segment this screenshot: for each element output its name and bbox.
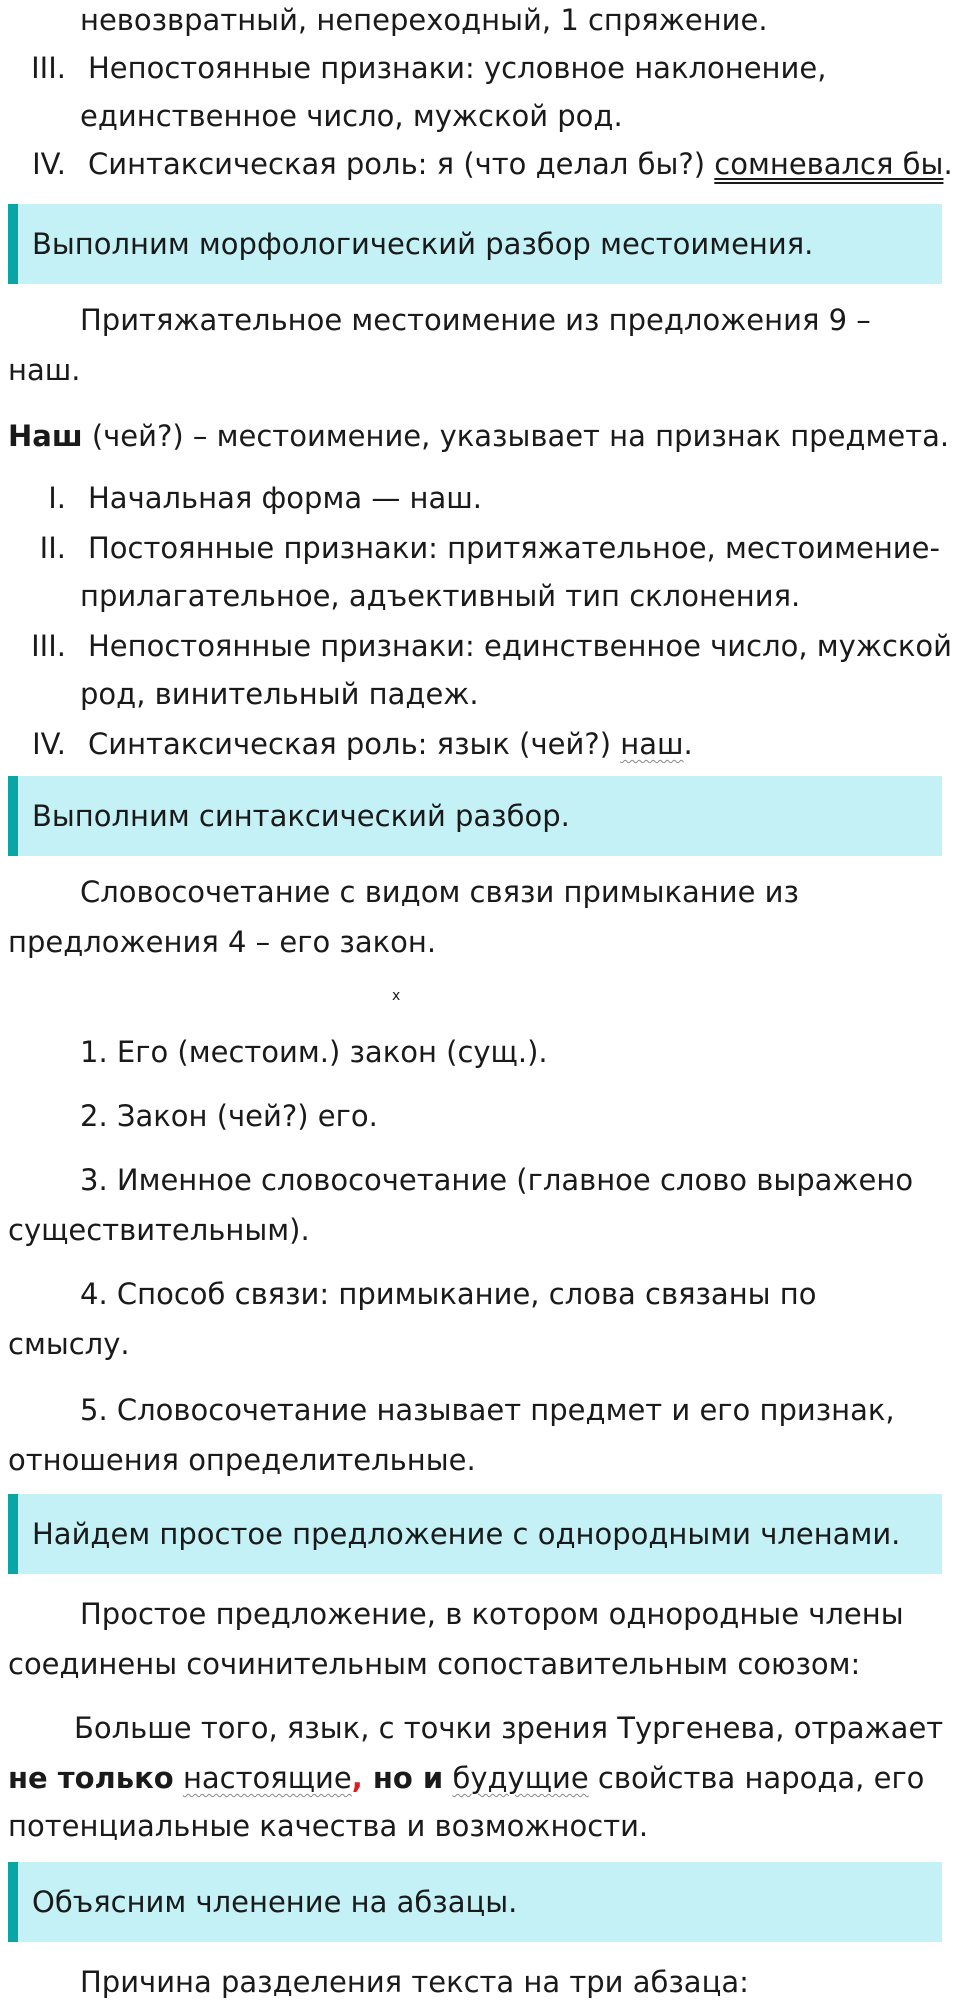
attribute-underline: наш (620, 727, 684, 761)
paragraph-line: 1. Его (местоим.) закон (сущ.). (80, 1035, 548, 1069)
list-text: Синтаксическая роль: язык (чей?) наш. (88, 727, 693, 761)
list-text: Непостоянные признаки: условное наклонение, (88, 51, 827, 85)
section-header: Найдем простое предложение с однородными членами. (8, 1494, 942, 1574)
list-number: IV. (32, 727, 66, 761)
homogeneous-member: будущие (452, 1761, 589, 1795)
list-number: II. (39, 531, 66, 565)
paragraph-line: смыслу. (8, 1327, 130, 1361)
list-text: Синтаксическая роль: я (что делал бы?) сомневался бы. (88, 147, 953, 181)
section-header: Выполним синтаксический разбор. (8, 776, 942, 856)
red-comma: , (351, 1761, 363, 1795)
list-number: III. (31, 629, 66, 663)
section-header: Объясним членение на абзацы. (8, 1862, 942, 1942)
list-text: Начальная форма — наш. (88, 481, 483, 515)
example-line: не только настоящие, но и будущие свойства народа, его (8, 1761, 925, 1795)
list-text: Постоянные признаки: притяжательное, местоимение- (88, 531, 940, 565)
paragraph-line: 5. Словосочетание называет предмет и его признак, (80, 1393, 895, 1427)
stray-mark: x (392, 988, 401, 1004)
list-number: III. (31, 51, 66, 85)
predicate-underline: сомневался бы (714, 147, 944, 181)
list-text-cont: род, винительный падеж. (80, 677, 479, 711)
paragraph-line: соединены сочинительным сопоставительным союзом: (8, 1647, 861, 1681)
example-line: потенциальные качества и возможности. (8, 1809, 649, 1843)
paragraph-line: существительным). (8, 1213, 310, 1247)
definition-line: Наш (чей?) – местоимение, указывает на признак предмета. (8, 419, 950, 453)
paragraph-line: Причина разделения текста на три абзаца: (80, 1965, 749, 1999)
paragraph-line: Притяжательное местоимение из предложения 9 – (80, 303, 871, 337)
list-text-cont: единственное число, мужской род. (80, 99, 623, 133)
paragraph-line: Словосочетание с видом связи примыкание из (80, 875, 799, 909)
list-text-cont: прилагательное, адъективный тип склонения. (80, 579, 801, 613)
section-header: Выполним морфологический разбор местоимения. (8, 204, 942, 284)
paragraph-line: предложения 4 – его закон. (8, 925, 437, 959)
paragraph-line: 2. Закон (чей?) его. (80, 1099, 378, 1133)
example-line: Больше того, язык, с точки зрения Тургенева, отражает (74, 1711, 944, 1745)
text-line: невозвратный, непереходный, 1 спряжение. (80, 3, 768, 37)
list-number: IV. (32, 147, 66, 181)
paragraph-line: наш. (8, 353, 81, 387)
list-text: Непостоянные признаки: единственное число, мужской (88, 629, 953, 663)
paragraph-line: 3. Именное словосочетание (главное слово выражено (80, 1163, 914, 1197)
homogeneous-member: настоящие (182, 1761, 352, 1795)
paragraph-line: Простое предложение, в котором однородные члены (80, 1597, 904, 1631)
paragraph-line: 4. Способ связи: примыкание, слова связаны по (80, 1277, 817, 1311)
list-number: I. (48, 481, 66, 515)
paragraph-line: отношения определительные. (8, 1443, 476, 1477)
